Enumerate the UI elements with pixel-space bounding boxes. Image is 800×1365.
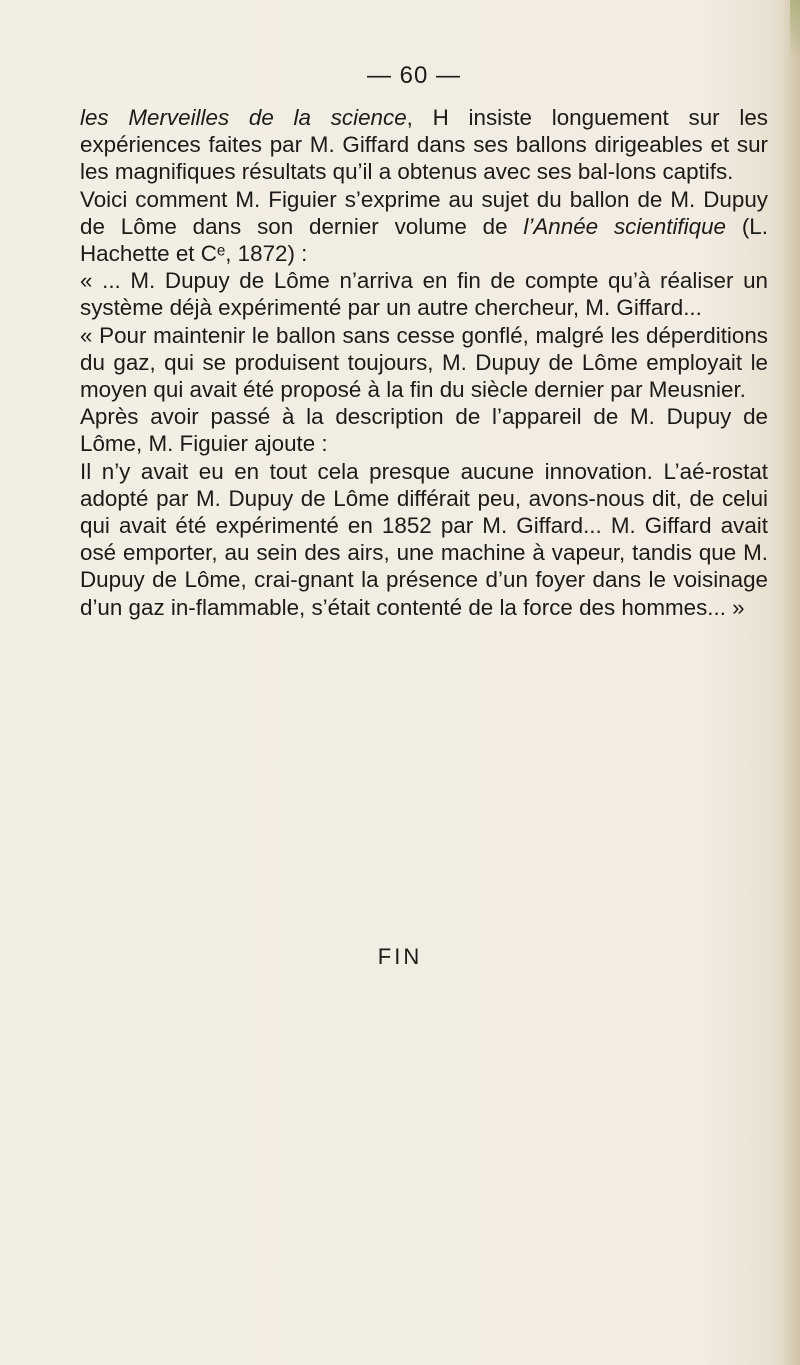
text-run: , H insiste longuement sur les expériences faites par M. Giffard dans ses ballons dirigeables et sur les magnifiques résultats qu’il a obtenus avec ses bal-lons captifs.: [80, 105, 768, 185]
end-mark: FIN: [377, 944, 423, 969]
page-number: — 60 —: [366, 62, 462, 89]
paragraph: [80, 186, 768, 268]
page-edge-shadow: [782, 0, 800, 1365]
text-run: (L. Hachette et Cᵉ, 1872) :: [80, 213, 768, 267]
body-text: [80, 104, 768, 621]
paragraph: [80, 322, 768, 404]
paragraph: [80, 267, 768, 321]
text-run: Voici comment M. Figuier s’exprime au sujet du ballon de M. Dupuy de Lôme dans son dernier volume de: [80, 186, 768, 239]
paragraph: [80, 458, 768, 621]
text-run: Il n’y avait eu en tout cela presque aucune innovation. L’aé-rostat adopté par M. Dupuy de Lôme différait peu, avons-nous dit, de celui qui avait été expérimenté en 1852 par M. Giffard... M. Giffard avait osé emporter, au sein des airs, une machine à vapeur, tandis que M. Dupuy de Lôme, crai-gnant la présence d’un foyer dans le voisinage d’un gaz in-flammable, s’était contenté de la force des hommes... »: [80, 458, 768, 620]
paragraph: [80, 104, 768, 186]
text-run: Après avoir passé à la description de l’appareil de M. Dupuy de Lôme, M. Figuier ajoute :: [80, 404, 768, 457]
text-run: « Pour maintenir le ballon sans cesse gonflé, malgré les déperditions du gaz, qui se produisent toujours, M. Dupuy de Lôme employait le moyen qui avait été proposé à la fin du siècle dernier par Meusnier.: [80, 322, 768, 403]
paragraph: [80, 403, 768, 457]
page-edge-stain: [790, 0, 800, 60]
text-italic: l’Année scientifique: [523, 213, 726, 239]
text-italic: les Merveilles de la science: [80, 105, 407, 130]
text-run: « ... M. Dupuy de Lôme n’arriva en fin de compte qu’à réaliser un système déjà expérimenté par un autre chercheur, M. Giffard...: [80, 268, 768, 321]
